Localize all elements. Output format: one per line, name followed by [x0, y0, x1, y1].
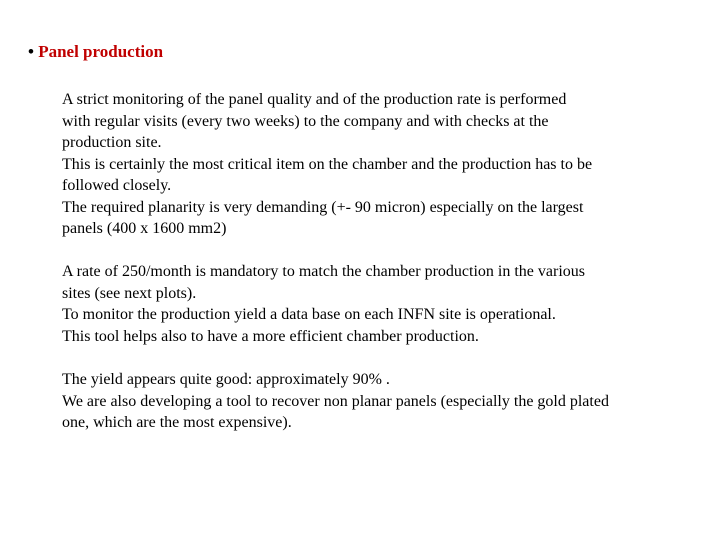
text-line: We are also developing a tool to recover non planar panels (especially the gold plated	[62, 392, 609, 410]
text-line: The required planarity is very demanding (+- 90 micron) especially on the largest	[62, 198, 584, 216]
text-line: one, which are the most expensive).	[62, 414, 292, 431]
paragraph-quality-monitoring	[62, 89, 592, 240]
title-text: Panel production	[38, 42, 164, 61]
text-line: The yield appears quite good: approximately 90% .	[62, 371, 390, 388]
text-line: panels (400 x 1600 mm2)	[62, 220, 227, 237]
text-line: production site.	[62, 134, 162, 151]
bullet-icon: •	[28, 42, 34, 61]
text-line: A strict monitoring of the panel quality and of the production rate is performed	[62, 91, 567, 108]
slide-title	[28, 42, 163, 62]
text-line: followed closely.	[62, 177, 172, 194]
text-line: To monitor the production yield a data base on each INFN site is operational.	[62, 306, 556, 323]
text-line: This tool helps also to have a more efficient chamber production.	[62, 327, 479, 345]
text-line: A rate of 250/month is mandatory to match the chamber production in the various	[62, 263, 585, 280]
text-line: This is certainly the most critical item on the chamber and the production has to be	[62, 155, 593, 173]
paragraph-production-rate	[62, 261, 585, 347]
text-line: sites (see next plots).	[62, 284, 197, 302]
paragraph-yield	[62, 369, 609, 434]
text-line: with regular visits (every two weeks) to the company and with checks at the	[62, 112, 549, 130]
